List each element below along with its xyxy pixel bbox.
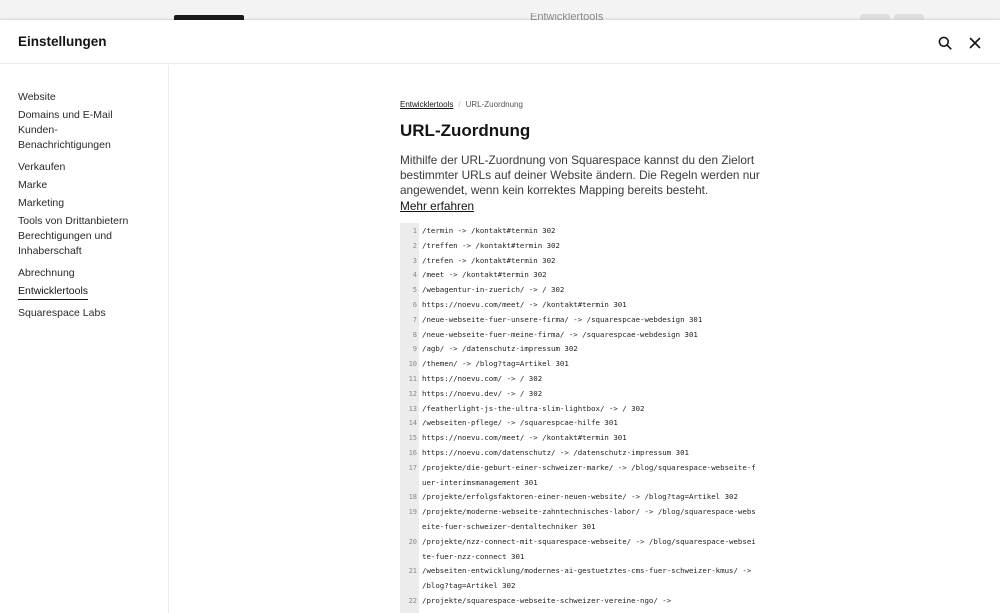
code-text: https://noevu.com/meet/ -> /kontakt#termin 301 [422, 433, 627, 443]
line-number: 8 [412, 330, 417, 339]
url-mapping-editor[interactable] [400, 223, 762, 613]
sidebar-item-notifications[interactable]: Kunden-Benachrichtigungen [18, 124, 111, 151]
chrome-page-title: Entwicklertools [530, 13, 604, 20]
sidebar-item-brand[interactable]: Marke [18, 178, 48, 191]
line-number: 21 [408, 567, 417, 576]
sidebar-item-marketing[interactable]: Marketing [18, 196, 65, 209]
line-number: 4 [412, 271, 417, 280]
code-text: https://noevu.com/ -> / 302 [422, 374, 543, 383]
settings-nav [18, 87, 158, 321]
code-text: /projekte/die-geburt-einer-schweizer-marke/ -> /blog/squarespace-webseite-fuer-interimsmanagement 301 [422, 462, 756, 487]
sidebar-item-billing[interactable]: Abrechnung [18, 266, 75, 279]
sidebar-item-domains[interactable]: Domains und E-Mail [18, 109, 113, 121]
breadcrumb-parent-link[interactable]: Entwicklertools [400, 100, 454, 109]
code-text: https://noevu.dev/ -> / 302 [422, 388, 543, 398]
line-number: 5 [412, 286, 417, 295]
settings-title: Einstellungen [18, 34, 107, 49]
sidebar-item-permissions[interactable]: Berechtigungen und Inhaberschaft [18, 229, 112, 257]
line-number: 7 [412, 315, 417, 324]
code-text: https://noevu.com/datenschutz/ -> /datenschutz-impressum 301 [422, 448, 689, 457]
code-text: /termin -> /kontakt#termin 302 [422, 226, 556, 235]
settings-sidebar [0, 65, 169, 613]
line-number: 16 [408, 449, 417, 457]
code-text: /projekte/moderne-webseite-zahntechnisches-labor/ -> /blog/squarespace-webseite-fuer-schweizer-dentaltechniker 301 [422, 507, 756, 531]
code-text: /projekte/erfolgsfaktoren-einer-neuen-website/ -> /blog?tag=Artikel 302 [422, 492, 738, 502]
code-text: /webseiten-pflege/ -> /squarespcae-hilfe 301 [422, 418, 618, 428]
line-number: 22 [408, 597, 417, 605]
line-number: 3 [412, 256, 417, 265]
code-text: /neue-webseite-fuer-meine-firma/ -> /squarespcae-webdesign 301 [422, 329, 698, 339]
code-text: /featherlight-js-the-ultra-slim-lightbox/ -> / 302 [422, 403, 645, 413]
line-number: 9 [412, 345, 417, 354]
breadcrumb [400, 100, 523, 109]
line-number: 1 [412, 227, 417, 235]
code-text: /trefen -> /kontakt#termin 302 [422, 255, 556, 265]
search-icon[interactable] [934, 32, 956, 54]
line-number: 12 [408, 389, 417, 398]
code-text: /meet -> /kontakt#termin 302 [422, 270, 547, 280]
settings-panel [0, 20, 1000, 613]
close-icon[interactable] [964, 32, 986, 54]
code-text: /projekte/nzz-connect-mit-squarespace-webseite/ -> /blog/squarespace-webseite-fuer-nzz-connect 301 [422, 536, 756, 561]
line-number: 2 [412, 241, 417, 250]
breadcrumb-current: URL-Zuordnung [465, 100, 523, 109]
code-text: /neue-webseite-fuer-unsere-firma/ -> /squarespcae-webdesign 301 [422, 314, 703, 324]
line-number: 18 [408, 493, 417, 502]
page-description: Mithilfe der URL-Zuordnung von Squarespace kannst du den Zielort bestimmter URLs auf deiner Website ändern. Die Regeln werden nur angewendet, wenn kein korrektes Mapping bereits besteht. [400, 153, 760, 197]
line-number: 20 [408, 537, 417, 546]
line-number: 15 [408, 434, 417, 443]
learn-more-link[interactable]: Mehr erfahren [400, 199, 475, 213]
app-chrome [0, 0, 1000, 20]
sidebar-item-third-party-tools[interactable]: Tools von Drittanbietern [18, 214, 129, 227]
code-text: /themen/ -> /blog?tag=Artikel 301 [422, 359, 569, 369]
code-text: /webseiten-entwicklung/modernes-ai-gestuetztes-cms-fuer-schweizer-kmus/ -> /blog?tag=Artikel 302 [422, 566, 756, 591]
sidebar-item-developer-tools[interactable]: Entwicklertools [18, 284, 88, 300]
line-number: 14 [408, 419, 417, 428]
code-text: /treffen -> /kontakt#termin 302 [422, 240, 560, 250]
code-text: /projekte/squarespace-webseite-schweizer-vereine-ngo/ -> [422, 596, 672, 605]
sidebar-item-website[interactable]: Website [18, 91, 56, 103]
line-number: 10 [408, 360, 417, 369]
code-text: /webagentur-in-zuerich/ -> / 302 [422, 285, 565, 295]
line-number: 13 [408, 404, 417, 413]
line-number: 17 [408, 463, 417, 472]
line-number: 6 [412, 301, 417, 309]
settings-header [0, 20, 1000, 64]
sidebar-item-squarespace-labs[interactable]: Squarespace Labs [18, 307, 106, 320]
code-text: /agb/ -> /datenschutz-impressum 302 [422, 344, 578, 354]
line-number: 11 [408, 375, 417, 383]
sidebar-item-selling[interactable]: Verkaufen [18, 160, 66, 173]
breadcrumb-separator: / [458, 100, 461, 109]
page-title: URL-Zuordnung [400, 121, 531, 140]
code-text: https://noevu.com/meet/ -> /kontakt#termin 301 [422, 300, 627, 309]
line-number: 19 [408, 508, 417, 517]
main-content [170, 65, 1000, 613]
